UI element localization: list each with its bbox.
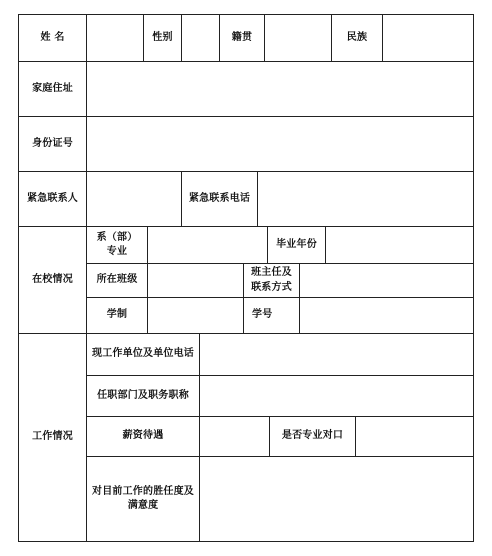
- head-teacher-field[interactable]: [300, 264, 473, 297]
- department-major-field[interactable]: [148, 227, 267, 263]
- registration-form-table: [18, 14, 474, 542]
- salary-field[interactable]: [200, 417, 269, 456]
- job-satisfaction-field[interactable]: [200, 457, 473, 541]
- gender-field[interactable]: [182, 15, 219, 61]
- student-id-field[interactable]: [300, 298, 473, 333]
- department-position-field[interactable]: [200, 376, 473, 416]
- department-position-label: 任职部门及职务职称: [97, 389, 189, 401]
- emergency-phone-label: 紧急联系电话: [188, 192, 251, 204]
- ethnicity-field[interactable]: [383, 15, 473, 61]
- emergency-contact-label: 紧急联系人: [27, 192, 78, 204]
- native-place-label: 籍贯: [231, 31, 253, 43]
- emergency-phone-field[interactable]: [258, 172, 473, 226]
- job-satisfaction-label: 对目前工作的胜任度及 满意度: [92, 485, 194, 511]
- class-label: 所在班级: [96, 274, 138, 286]
- study-length-label: 学制: [106, 309, 128, 321]
- employer-phone-label: 现工作单位及单位电话: [92, 348, 194, 360]
- native-place-field[interactable]: [265, 15, 331, 61]
- school-status-label: 在校情况: [32, 273, 73, 285]
- ethnicity-label: 民族: [346, 31, 368, 43]
- study-length-field[interactable]: [148, 298, 243, 333]
- gender-label: 性别: [152, 31, 173, 43]
- work-status-label: 工作情况: [32, 431, 73, 443]
- graduation-year-field[interactable]: [326, 227, 473, 263]
- salary-label: 薪资待遇: [122, 430, 164, 442]
- head-teacher-label: 班主任及 联系方式: [251, 267, 292, 293]
- department-major-label: 系（部） 专业: [96, 231, 138, 257]
- student-id-label: 学号: [252, 309, 273, 321]
- emergency-contact-field[interactable]: [87, 172, 181, 226]
- home-address-label: 家庭住址: [32, 82, 73, 94]
- home-address-field[interactable]: [87, 62, 473, 116]
- id-number-label: 身份证号: [32, 137, 73, 149]
- name-label: 姓 名: [40, 31, 65, 43]
- major-match-field[interactable]: [356, 417, 473, 456]
- major-match-label: 是否专业对口: [281, 430, 344, 442]
- employer-phone-field[interactable]: [200, 334, 473, 375]
- id-number-field[interactable]: [87, 117, 473, 171]
- name-field[interactable]: [87, 15, 143, 61]
- class-field[interactable]: [148, 264, 243, 297]
- graduation-year-label: 毕业年份: [276, 238, 317, 250]
